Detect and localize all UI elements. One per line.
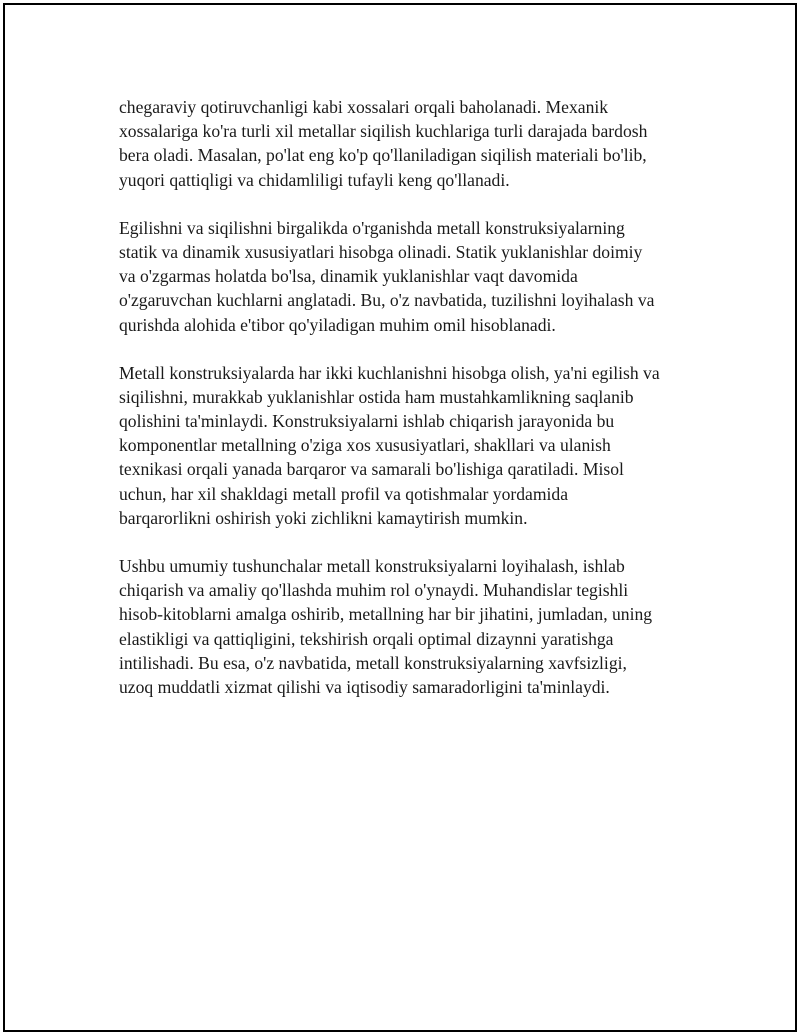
text-line: yuqori qattiqligi va chidamliligi tufayli keng qo'llanadi.	[119, 169, 510, 190]
text-line: komponentlar metallning o'ziga xos xususiyatlari, shakllari va ulanish	[119, 435, 611, 456]
text-line: Ushbu umumiy tushunchalar metall konstruksiyalarni loyihalash, ishlab	[119, 556, 625, 576]
text-line: intilishadi. Bu esa, o'z navbatida, metall konstruksiyalarning xavfsizligi,	[119, 652, 627, 673]
document-body	[119, 95, 719, 723]
text-line: va o'zgarmas holatda bo'lsa, dinamik yuklanishlar vaqt davomida	[119, 266, 578, 287]
text-line: barqarorlikni oshirish yoki zichlikni kamaytirish mumkin.	[119, 507, 528, 528]
text-line: texnikasi orqali yanada barqaror va samarali bo'lishiga qaratiladi. Misol	[119, 459, 624, 480]
text-line: uchun, har xil shakldagi metall profil va qotishmalar yordamida	[119, 483, 569, 504]
text-line: uzoq muddatli xizmat qilishi va iqtisodiy samaradorligini ta'minlaydi.	[119, 676, 610, 697]
paragraph-1	[119, 95, 719, 192]
text-line: chegaraviy qotiruvchanligi kabi xossalari orqali baholanadi. Mexanik	[119, 97, 609, 117]
paragraph-2	[119, 216, 719, 337]
text-line: chiqarish va amaliy qo'llashda muhim rol o'ynaydi. Muhandislar tegishli	[119, 580, 629, 601]
text-line: xossalariga ko'ra turli xil metallar siqilish kuchlariga turli darajada bardosh	[119, 121, 648, 142]
text-line: statik va dinamik xususiyatlari hisobga olinadi. Statik yuklanishlar doimiy	[119, 241, 643, 262]
text-line: siqilishni, murakkab yuklanishlar ostida ham mustahkamlikning saqlanib	[119, 386, 634, 407]
text-line: o'zgaruvchan kuchlarni anglatadi. Bu, o'z navbatida, tuzilishni loyihalash va	[119, 290, 655, 311]
text-line: hisob-kitoblarni amalga oshirib, metallning har bir jihatini, jumladan, uning	[119, 604, 653, 625]
text-line: elastikligi va qattiqligini, tekshirish orqali optimal dizaynni yaratishga	[119, 628, 614, 649]
text-line: bera oladi. Masalan, po'lat eng ko'p qo'llaniladigan siqilish materiali bo'lib,	[119, 145, 647, 166]
text-line: Metall konstruksiyalarda har ikki kuchlanishni hisobga olish, ya'ni egilish va	[119, 362, 660, 383]
text-line: qolishini ta'minlaydi. Konstruksiyalarni ishlab chiqarish jarayonida bu	[119, 411, 615, 432]
text-line: Egilishni va siqilishni birgalikda o'rganishda metall konstruksiyalarning	[119, 217, 625, 238]
document-page	[3, 3, 797, 1032]
paragraph-3	[119, 361, 719, 530]
text-line: qurishda alohida e'tibor qo'yiladigan muhim omil hisoblanadi.	[119, 314, 556, 335]
paragraph-4	[119, 554, 719, 699]
